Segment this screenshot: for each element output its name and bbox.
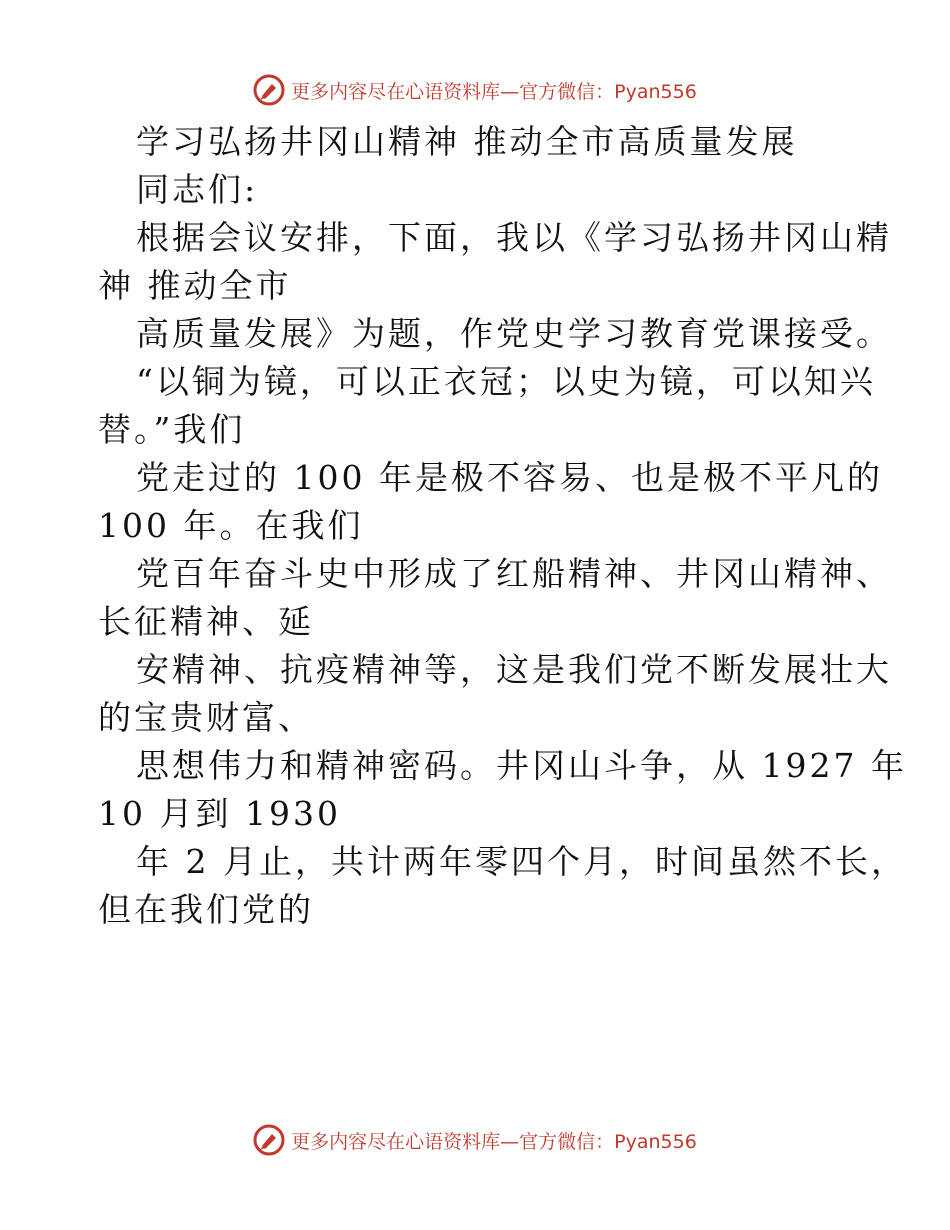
paragraph-line: 100 年。在我们 xyxy=(98,506,364,545)
paragraph-line: 年 2 月止，共计两年零四个月，时间虽然不长， xyxy=(136,842,907,881)
paragraph-line: 高质量发展》为题，作党史学习教育党课接受。 xyxy=(136,314,892,353)
footer-watermark-text: 更多内容尽在心语资料库—官方微信：Pyan556 xyxy=(291,1130,697,1153)
paragraph-line: 党走过的 100 年是极不容易、也是极不平凡的 xyxy=(136,458,883,497)
paragraph-line: 党百年奋斗史中形成了红船精神、井冈山精神、 xyxy=(136,554,892,593)
document-body xyxy=(98,118,907,934)
paragraph-line: 根据会议安排，下面，我以《学习弘扬井冈山精 xyxy=(136,218,892,257)
header-watermark-banner xyxy=(0,70,950,110)
paragraph-line: 10 月到 1930 xyxy=(98,794,341,833)
paragraph-line: “以铜为镜，可以正衣冠；以史为镜，可以知兴 xyxy=(136,362,876,401)
paragraph-line: 安精神、抗疫精神等，这是我们党不断发展壮大 xyxy=(136,650,892,689)
paragraph-line: 替。”我们 xyxy=(98,410,246,449)
paragraph-line: 长征精神、延 xyxy=(98,602,314,641)
document-title: 学习弘扬井冈山精神 推动全市高质量发展 xyxy=(136,122,798,161)
salutation: 同志们: xyxy=(136,170,259,209)
paragraph-line: 思想伟力和精神密码。井冈山斗争，从 1927 年 xyxy=(136,746,907,785)
paragraph-line: 神 推动全市 xyxy=(98,266,292,305)
header-watermark-text: 更多内容尽在心语资料库—官方微信：Pyan556 xyxy=(291,80,697,103)
pen-nib-logo-icon xyxy=(253,74,285,106)
pen-nib-logo-icon xyxy=(253,1124,285,1156)
paragraph-line: 的宝贵财富、 xyxy=(98,698,314,737)
footer-watermark-banner xyxy=(0,1120,950,1160)
paragraph-line: 但在我们党的 xyxy=(98,890,314,929)
